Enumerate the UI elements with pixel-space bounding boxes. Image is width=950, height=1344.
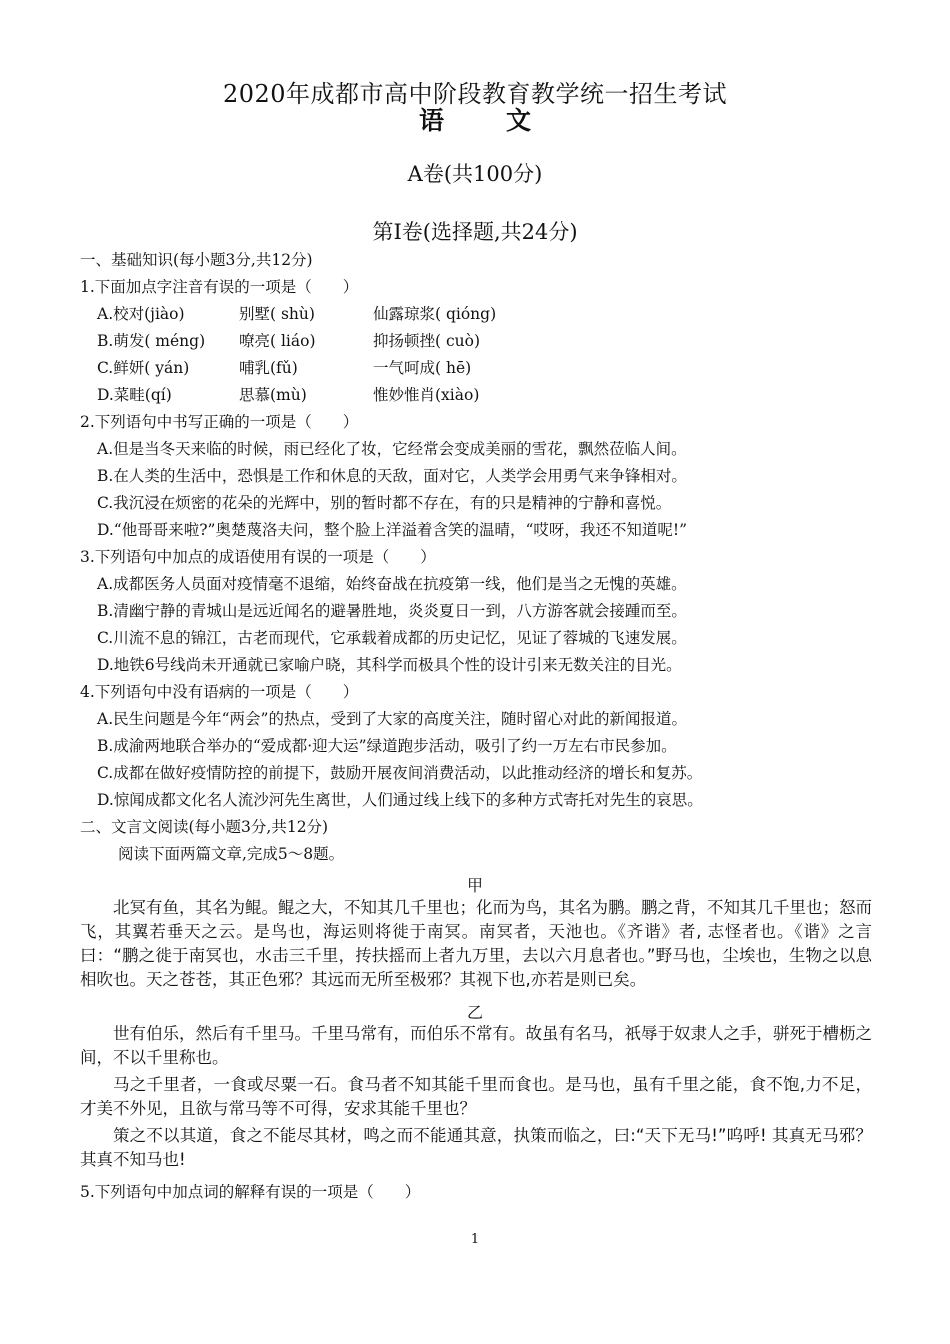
question-4-option-c: C.成都在做好疫情防控的前提下，鼓励开展夜间消费活动，以此推动经济的增长和复苏。 <box>97 764 703 782</box>
page-number: 1 <box>470 1232 480 1247</box>
subject-char-2: 文 <box>506 106 532 135</box>
exam-title: 2020年成都市高中阶段教育教学统一招生考试 <box>222 80 728 108</box>
section-1-heading: 一、基础知识(每小题3分,共12分) <box>80 251 313 269</box>
question-3-stem: 3.下列语句中加点的成语使用有误的一项是（ ） <box>80 548 436 566</box>
subject-title <box>0 101 950 137</box>
option-cell: 嘹亮( liáo) <box>239 332 316 350</box>
question-3-option-c: C.川流不息的锦江，古老而现代，它承载着成都的历史记忆，见证了蓉城的飞速发展。 <box>97 629 687 647</box>
question-2-option-b: B.在人类的生活中，恐惧是工作和休息的天敌，面对它，人类学会用勇气来争锋相对。 <box>97 467 687 485</box>
question-3-option-d: D.地铁6号线尚未开通就已家喻户晓，其科学而极具个性的设计引来无数关注的目光。 <box>97 656 682 674</box>
question-4-stem: 4.下列语句中没有语病的一项是（ ） <box>80 683 359 701</box>
option-cell: 抑扬顿挫( cuò) <box>373 332 481 350</box>
subject-char-1: 语 <box>418 106 444 135</box>
option-cell: 仙露琼浆( qióng) <box>373 305 497 323</box>
question-2-option-a: A.但是当冬天来临的时候，雨已经化了妆，它经常会变成美丽的雪花，飘然莅临人间。 <box>97 440 687 458</box>
question-5-stem: 5.下列语句中加点词的解释有误的一项是（ ） <box>80 1183 421 1201</box>
passage-b-label: 乙 <box>466 1003 483 1022</box>
question-2-stem: 2.下列语句中书写正确的一项是（ ） <box>80 413 359 431</box>
passage-a-label: 甲 <box>466 876 483 895</box>
question-4-option-a: A.民生问题是今年“两会”的热点，受到了大家的高度关注，随时留心对此的新闻报道。 <box>97 710 687 728</box>
option-cell: 惟妙惟肖(xiào) <box>373 386 480 404</box>
passage-a-text: 北冥有鱼，其名为鲲。鲲之大，不知其几千里也；化而为鸟，其名为鹏。鹏之背，不知其几千里也；怒而飞，其翼若垂天之云。是鸟也，海运则将徙于南冥。南冥者，天池也。《齐谐》者, 志怪者也。《谐》之言曰：“鹏之徙于南冥也，水击三千里，抟扶摇而上者九万里，去以六月息者也。”野马也，尘埃也，生物之以息相吹也。天之苍苍，其正色邪？其远而无所至极邪？其视下也,亦若是则已矣。 <box>80 898 872 989</box>
option-cell: 思慕(mù) <box>239 386 307 404</box>
option-cell: 一气呵成( hē) <box>373 359 472 377</box>
volume-title: A卷(共100分) <box>407 162 543 186</box>
question-3-option-a: A.成都医务人员面对疫情毫不退缩，始终奋战在抗疫第一线，他们是当之无愧的英雄。 <box>97 575 687 593</box>
option-cell: C.鲜妍( yán) <box>97 359 190 377</box>
option-cell: B.萌发( méng) <box>97 332 206 350</box>
question-4-option-b: B.成渝两地联合举办的“爱成都·迎大运”绿道跑步活动，吸引了约一万左右市民参加。 <box>97 737 677 755</box>
section-2-heading: 二、文言文阅读(每小题3分,共12分) <box>80 818 329 836</box>
passage-b-paragraph-3: 策之不以其道，食之不能尽其材，鸣之而不能通其意，执策而临之，曰:“天下无马!”呜呼! 其真无马邪？其真不知马也! <box>80 1126 872 1169</box>
passage-b-paragraph-2: 马之千里者，一食或尽粟一石。食马者不知其能千里而食也。是马也，虽有千里之能，食不饱,力不足，才美不外见，且欲与常马等不可得，安求其能千里也？ <box>80 1075 872 1118</box>
question-3-option-b: B.清幽宁静的青城山是远近闻名的避暑胜地，炎炎夏日一到，八方游客就会接踵而至。 <box>97 602 687 620</box>
question-2-option-c: C.我沉浸在烦密的花朵的光辉中，别的暂时都不存在，有的只是精神的宁静和喜悦。 <box>97 494 672 512</box>
option-cell: D.菜畦(qí) <box>97 386 172 404</box>
option-cell: 哺乳(fǔ) <box>239 359 298 377</box>
question-4-option-d: D.惊闻成都文化名人流沙河先生离世，人们通过线上线下的多种方式寄托对先生的哀思。 <box>97 791 703 809</box>
passage-b-paragraph-1: 世有伯乐，然后有千里马。千里马常有，而伯乐不常有。故虽有名马，祇辱于奴隶人之手，骈死于槽枥之间，不以千里称也。 <box>80 1024 872 1067</box>
question-2-option-d: D.“他哥哥来啦?”奥楚蔑洛夫问，整个脸上洋溢着含笑的温晴，“哎呀，我还不知道呢!” <box>97 521 688 539</box>
option-cell: A.校对(jiào) <box>97 305 185 323</box>
question-1-stem: 1.下面加点字注音有误的一项是（ ） <box>80 278 359 296</box>
reading-instruction: 阅读下面两篇文章,完成5～8题。 <box>118 845 345 863</box>
part-title: 第Ⅰ卷(选择题,共24分) <box>372 220 578 244</box>
option-cell: 别墅( shù) <box>239 305 315 323</box>
